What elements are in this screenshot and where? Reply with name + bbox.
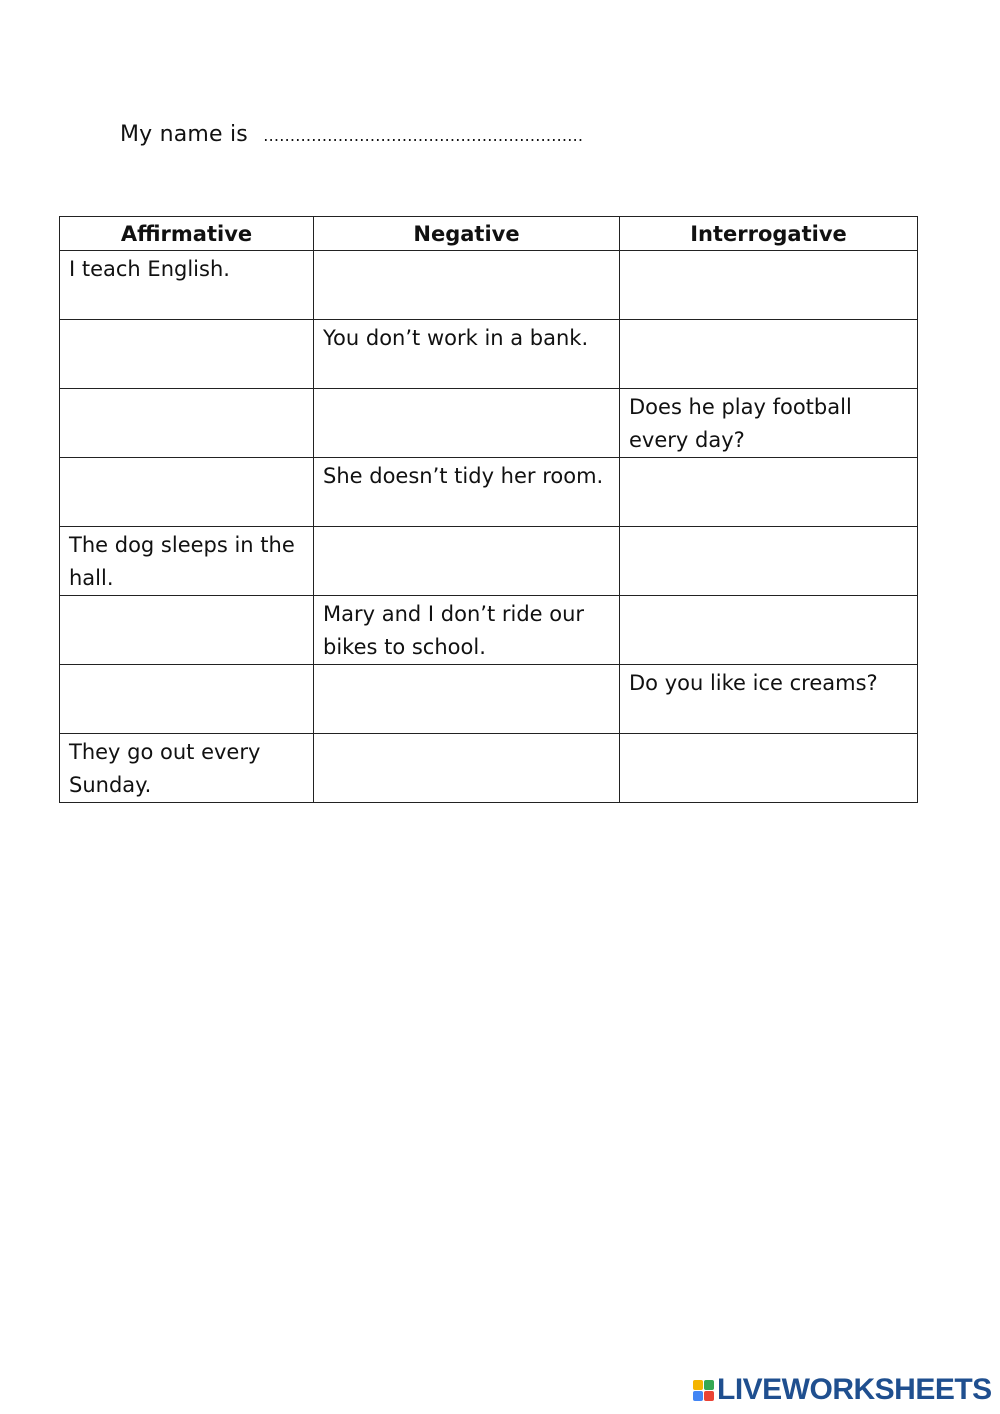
answer-cell-affirmative[interactable] xyxy=(60,458,314,527)
answer-cell-negative[interactable] xyxy=(314,389,620,458)
logo-square xyxy=(704,1391,714,1401)
name-label: My name is xyxy=(120,122,248,147)
answer-cell-affirmative[interactable] xyxy=(60,389,314,458)
header-interrogative: Interrogative xyxy=(620,217,918,251)
logo-squares-icon xyxy=(693,1380,714,1401)
answer-cell-negative[interactable] xyxy=(314,251,620,320)
answer-cell-interrogative[interactable] xyxy=(620,458,918,527)
answer-cell-interrogative[interactable] xyxy=(620,596,918,665)
cell-interrogative: Does he play football every day? xyxy=(620,389,918,458)
table-row xyxy=(60,734,918,803)
cell-negative: You don’t work in a bank. xyxy=(314,320,620,389)
answer-cell-affirmative[interactable] xyxy=(60,320,314,389)
answer-cell-interrogative[interactable] xyxy=(620,734,918,803)
answer-cell-interrogative[interactable] xyxy=(620,251,918,320)
table-row xyxy=(60,458,918,527)
name-blank[interactable]: …………………………………………………… xyxy=(263,126,584,145)
cell-affirmative: The dog sleeps in the hall. xyxy=(60,527,314,596)
table-row xyxy=(60,320,918,389)
student-name-line xyxy=(120,122,583,147)
table-row xyxy=(60,527,918,596)
table-row xyxy=(60,251,918,320)
header-negative: Negative xyxy=(314,217,620,251)
table-row xyxy=(60,389,918,458)
cell-negative: Mary and I don’t ride our bikes to school. xyxy=(314,596,620,665)
logo-text: LIVEWORKSHEETS xyxy=(717,1373,992,1406)
answer-cell-affirmative[interactable] xyxy=(60,665,314,734)
header-affirmative: Affirmative xyxy=(60,217,314,251)
answer-cell-negative[interactable] xyxy=(314,734,620,803)
answer-cell-interrogative[interactable] xyxy=(620,320,918,389)
answer-cell-negative[interactable] xyxy=(314,665,620,734)
table-row xyxy=(60,596,918,665)
table-row xyxy=(60,665,918,734)
answer-cell-negative[interactable] xyxy=(314,527,620,596)
answer-cell-affirmative[interactable] xyxy=(60,596,314,665)
answer-cell-interrogative[interactable] xyxy=(620,527,918,596)
logo-square xyxy=(704,1380,714,1390)
cell-negative: She doesn’t tidy her room. xyxy=(314,458,620,527)
sentence-conversion-table xyxy=(59,216,918,803)
liveworksheets-logo xyxy=(693,1374,992,1406)
logo-square xyxy=(693,1380,703,1390)
table-header-row xyxy=(60,217,918,251)
logo-square xyxy=(693,1391,703,1401)
cell-affirmative: They go out every Sunday. xyxy=(60,734,314,803)
cell-interrogative: Do you like ice creams? xyxy=(620,665,918,734)
cell-affirmative: I teach English. xyxy=(60,251,314,320)
